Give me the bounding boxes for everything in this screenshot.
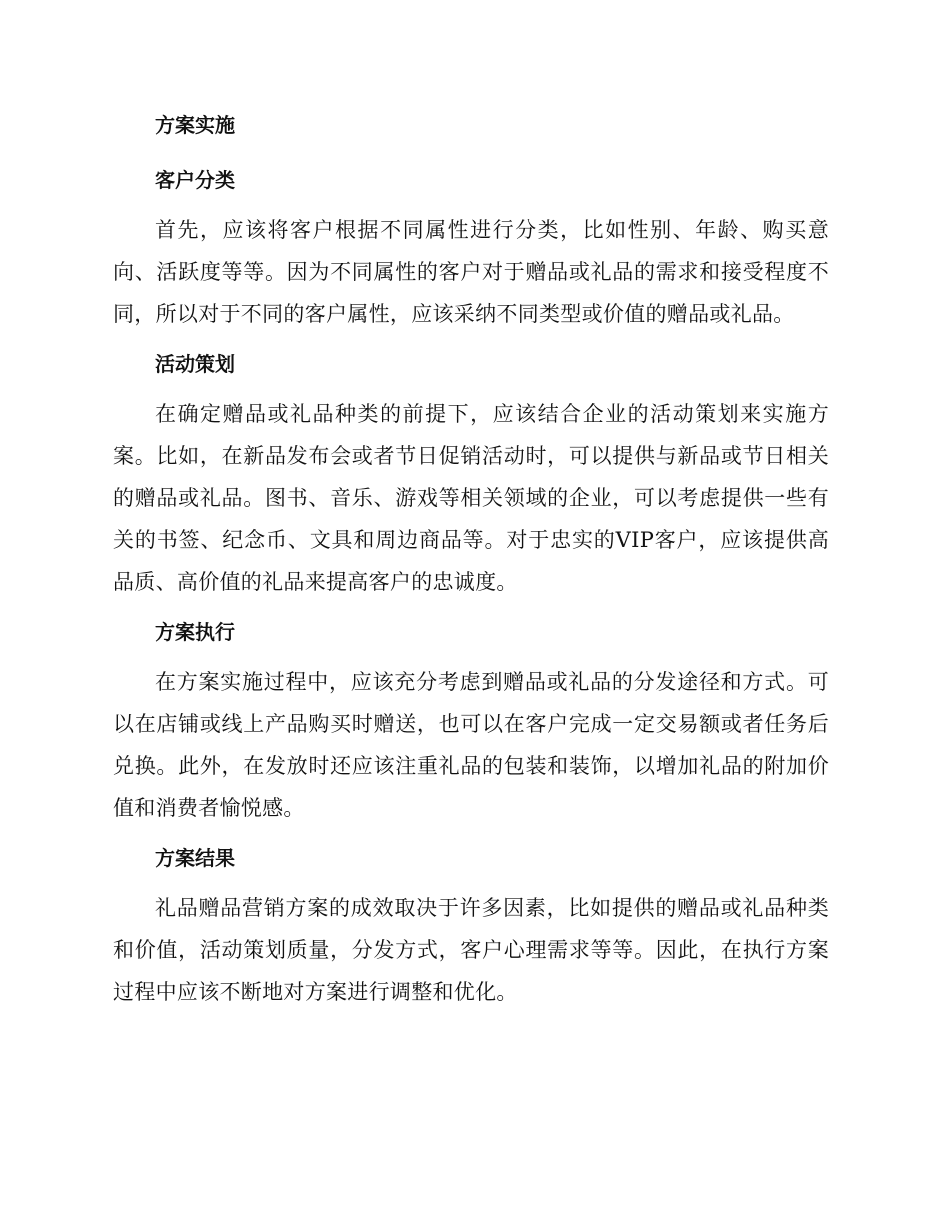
paragraph-activity-planning: 在确定赠品或礼品种类的前提下，应该结合企业的活动策划来实施方案。比如，在新品发布会或者节日促销活动时，可以提供与新品或节日相关的赠品或礼品。图书、音乐、游戏等相关领域的企业，可以考虑提供一些有关的书签、纪念币、文具和周边商品等。对于忠实的VIP客户，应该提供高品质、高价值的礼品来提高客户的忠诚度。 (113, 402, 829, 594)
section-heading-activity-planning: 活动策划 (155, 352, 235, 376)
paragraph-results: 礼品赠品营销方案的成效取决于许多因素，比如提供的赠品或礼品种类和价值，活动策划质量，分发方式，客户心理需求等等。因此，在执行方案过程中应该不断地对方案进行调整和优化。 (113, 896, 829, 1004)
section-heading-execution: 方案执行 (155, 620, 235, 644)
section-heading-implementation: 方案实施 (155, 113, 235, 137)
document-page (113, 108, 829, 1013)
section-heading-results: 方案结果 (155, 846, 235, 870)
paragraph-customer-classification: 首先，应该将客户根据不同属性进行分类，比如性别、年龄、购买意向、活跃度等等。因为不同属性的客户对于赠品或礼品的需求和接受程度不同，所以对于不同的客户属性，应该采纳不同类型或价值的赠品或礼品。 (113, 218, 829, 326)
paragraph-execution: 在方案实施过程中，应该充分考虑到赠品或礼品的分发途径和方式。可以在店铺或线上产品购买时赠送，也可以在客户完成一定交易额或者任务后兑换。此外，在发放时还应该注重礼品的包装和装饰，以增加礼品的附加价值和消费者愉悦感。 (113, 670, 829, 820)
section-heading-customer-classification: 客户分类 (155, 168, 235, 192)
